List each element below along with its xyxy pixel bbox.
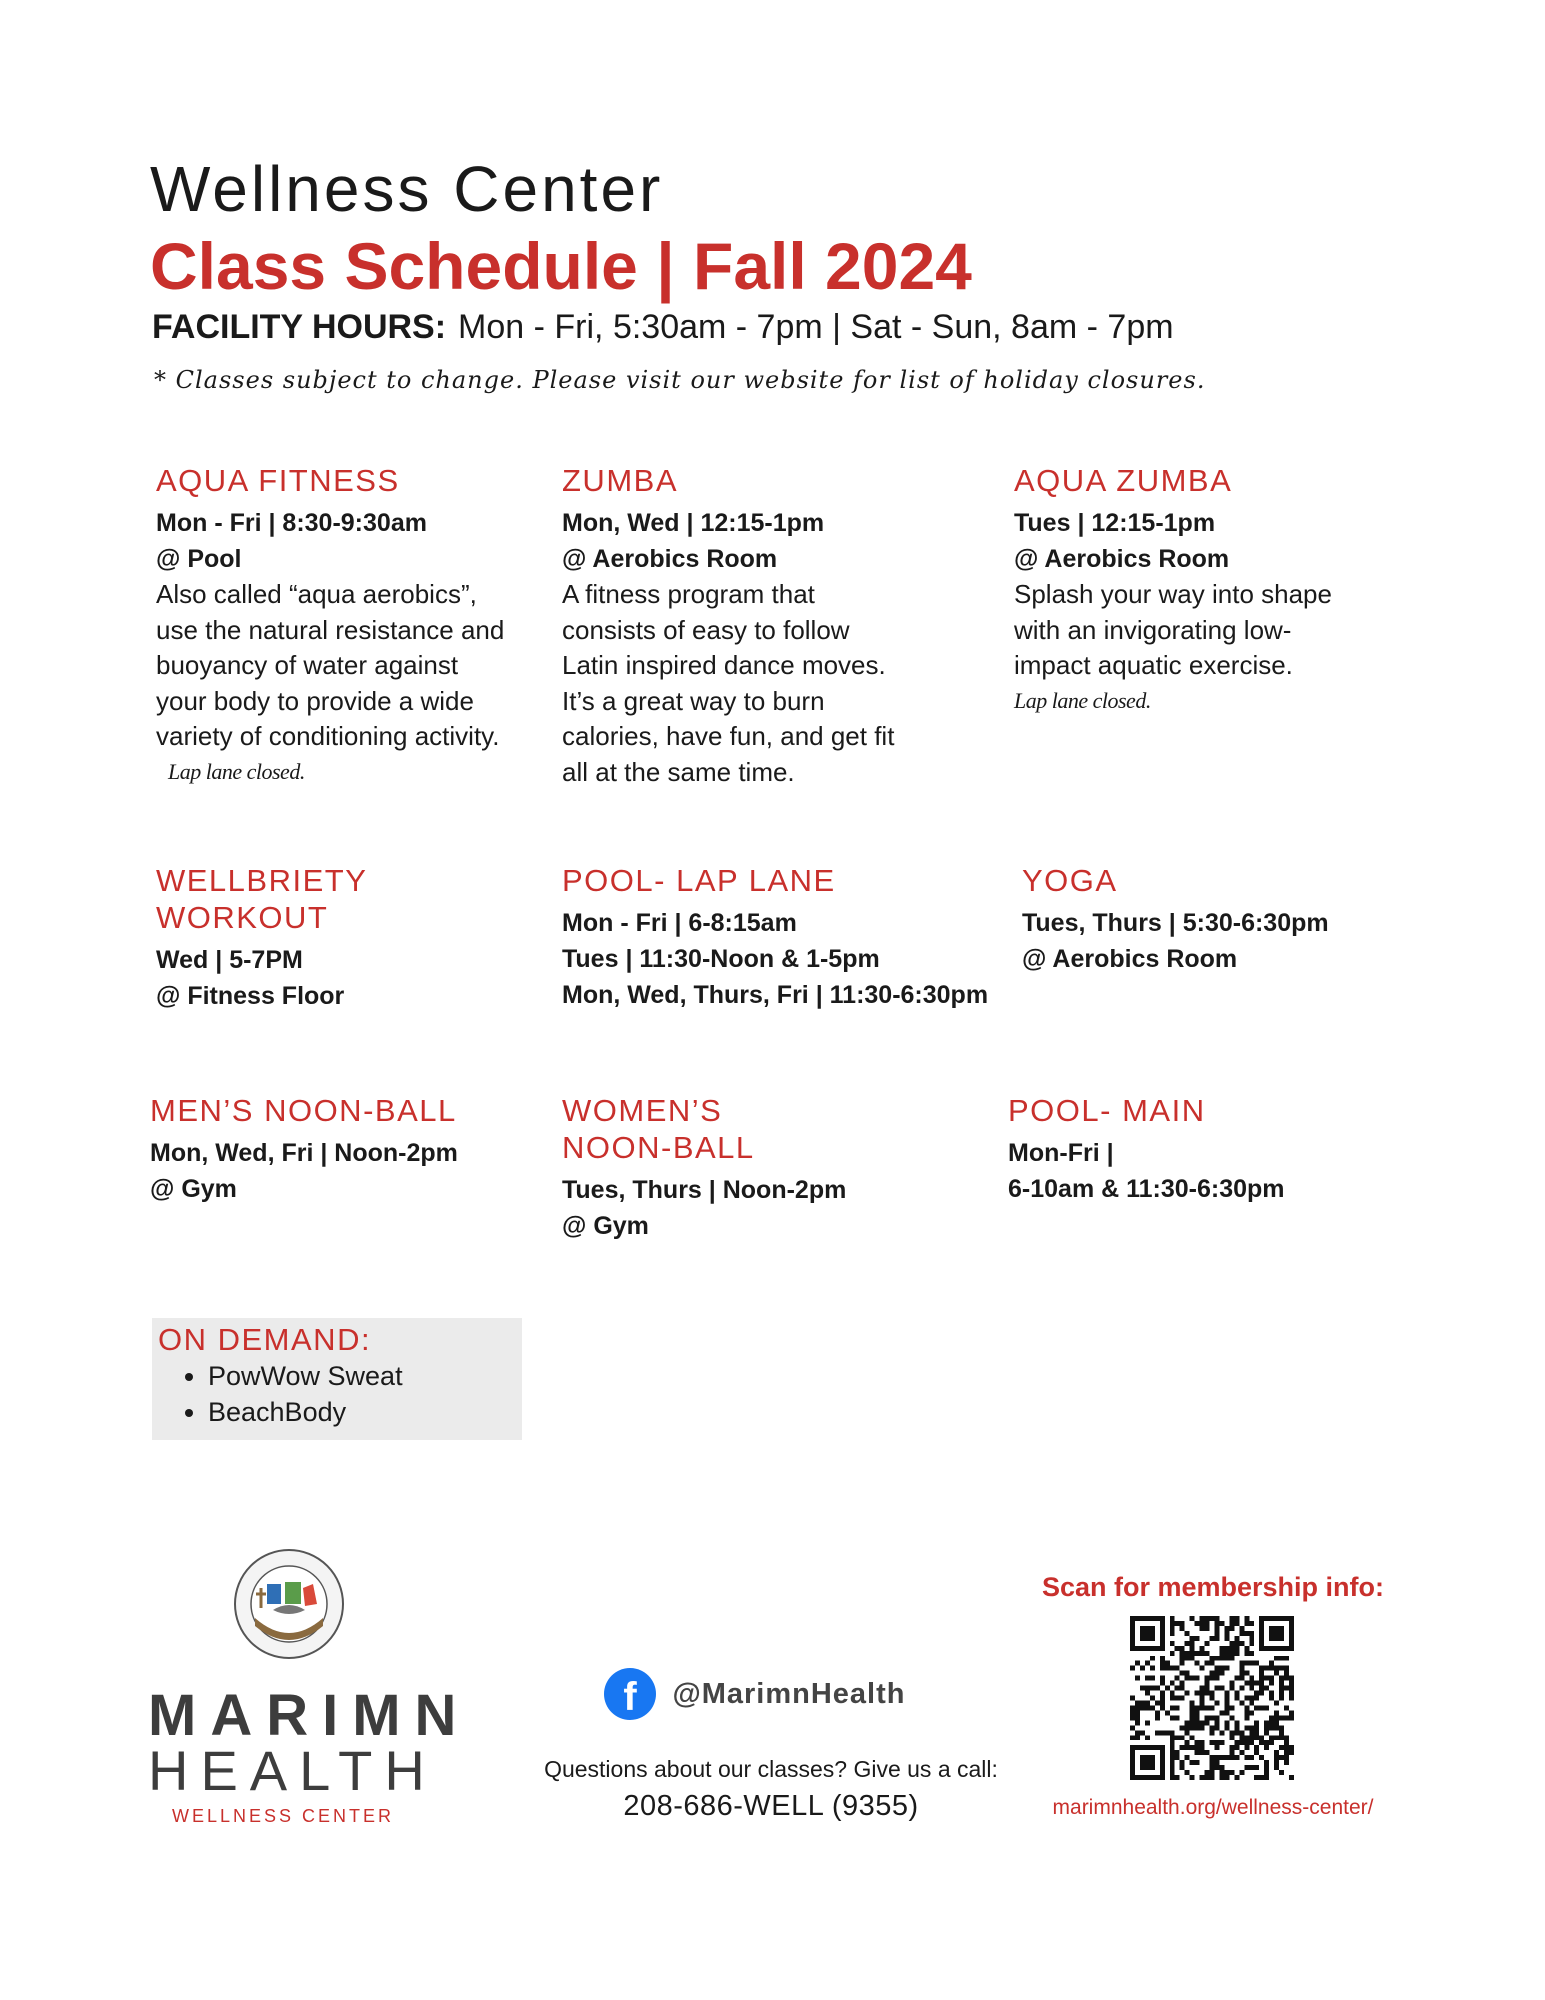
class-name-line: NOON-BALL	[562, 1130, 755, 1165]
social-link[interactable]	[604, 1668, 906, 1724]
tribe-seal-icon	[233, 1548, 345, 1660]
social-handle[interactable]: @MarimnHealth	[672, 1677, 906, 1710]
scan-label: Scan for membership info:	[1041, 1572, 1385, 1602]
class-time: Wed | 5-7PM	[156, 946, 303, 974]
class-time: Mon, Wed, Thurs, Fri | 11:30-6:30pm	[562, 981, 989, 1009]
class-time: Tues, Thurs | Noon-2pm	[562, 1176, 847, 1204]
page-subtitle: Class Schedule | Fall 2024	[150, 229, 972, 303]
class-name-line: WELLBRIETY	[156, 863, 368, 898]
class-schedule	[562, 905, 1002, 1013]
class-schedule	[150, 1135, 530, 1207]
class-note: Lap lane closed.	[1014, 687, 1151, 713]
class-yoga	[1022, 862, 1402, 977]
class-location: @ Gym	[562, 1212, 649, 1240]
class-schedule	[1008, 1135, 1388, 1207]
brand-name-line1: MARIMN	[148, 1683, 471, 1748]
facebook-icon[interactable]: f	[604, 1668, 656, 1720]
class-description	[156, 577, 526, 755]
class-time: Tues, Thurs | 5:30-6:30pm	[1022, 909, 1329, 937]
schedule-note: * Classes subject to change. Please visit our website for list of holiday closures.	[154, 366, 1206, 394]
description-line: Splash your way into shape	[1014, 579, 1332, 609]
brand-tagline: WELLNESS CENTER	[172, 1806, 395, 1826]
class-time: Mon - Fri | 6-8:15am	[562, 909, 797, 937]
class-location: @ Aerobics Room	[1022, 945, 1238, 973]
marimn-health-logo	[148, 1548, 471, 1828]
page-title: Wellness Center	[150, 153, 664, 225]
list-item: • BeachBody	[208, 1394, 522, 1430]
qr-code-icon[interactable]	[1130, 1616, 1294, 1780]
description-line: calories, have fun, and get fit	[562, 721, 895, 751]
facility-hours-label: FACILITY HOURS:	[152, 308, 447, 346]
class-zumba	[562, 462, 942, 790]
description-line: your body to provide a wide	[156, 685, 474, 716]
class-description	[562, 577, 942, 790]
description-line: with an invigorating low-	[1014, 614, 1292, 645]
class-location: @ Aerobics Room	[1014, 545, 1230, 573]
facility-hours-value: Mon - Fri, 5:30am - 7pm | Sat - Sun, 8am - 7pm	[458, 308, 1174, 346]
class-time: Mon-Fri |	[1008, 1139, 1114, 1167]
class-schedule	[562, 1172, 942, 1244]
class-schedule	[156, 942, 526, 1014]
brand-name-line2: HEALTH	[148, 1739, 437, 1802]
class-name: YOGA	[1022, 863, 1118, 898]
class-mens-noon-ball	[150, 1092, 530, 1207]
description-line: Also called “aqua aerobics”,	[156, 579, 477, 609]
class-time: Mon - Fri | 8:30-9:30am	[156, 509, 427, 537]
class-aqua-zumba	[1014, 462, 1394, 714]
membership-url[interactable]: marimnhealth.org/wellness-center/	[1052, 1796, 1374, 1819]
contact-question: Questions about our classes? Give us a call:	[544, 1756, 998, 1782]
class-schedule	[1022, 905, 1402, 977]
class-description	[1014, 577, 1394, 684]
class-name: POOL- MAIN	[1008, 1093, 1206, 1128]
class-name: MEN’S NOON-BALL	[150, 1093, 457, 1128]
class-aqua-fitness	[156, 462, 526, 785]
class-name-line: WORKOUT	[156, 900, 329, 935]
class-schedule	[1014, 505, 1394, 577]
class-location: @ Aerobics Room	[562, 545, 778, 573]
description-line: A fitness program that	[562, 579, 815, 609]
on-demand-title: ON DEMAND:	[158, 1322, 372, 1357]
class-time: Tues | 12:15-1pm	[1014, 509, 1216, 537]
on-demand-box	[152, 1318, 522, 1440]
class-schedule	[562, 505, 942, 577]
description-line: consists of easy to follow	[562, 614, 850, 645]
contact-phone[interactable]: 208-686-WELL (9355)	[623, 1790, 919, 1822]
description-line: It’s a great way to burn	[562, 685, 825, 716]
class-time: Mon, Wed | 12:15-1pm	[562, 509, 825, 537]
class-time: 6-10am & 11:30-6:30pm	[1008, 1175, 1285, 1203]
on-demand-list	[152, 1358, 522, 1430]
class-location: @ Gym	[150, 1175, 237, 1203]
class-time: Tues | 11:30-Noon & 1-5pm	[562, 945, 880, 973]
list-item: • PowWow Sweat	[208, 1358, 522, 1394]
description-line: all at the same time.	[562, 756, 795, 787]
class-name: POOL- LAP LANE	[562, 863, 836, 898]
class-location: @ Pool	[156, 545, 242, 573]
description-line: variety of conditioning activity.	[156, 721, 500, 751]
class-pool-main	[1008, 1092, 1388, 1207]
description-line: Latin inspired dance moves.	[562, 650, 886, 680]
class-womens-noon-ball	[562, 1092, 942, 1244]
class-name-line: WOMEN’S	[562, 1093, 723, 1128]
class-location: @ Fitness Floor	[156, 982, 345, 1010]
class-note: Lap lane closed.	[168, 758, 305, 784]
description-line: buoyancy of water against	[156, 650, 459, 680]
facility-hours	[152, 308, 1174, 347]
class-name	[562, 1092, 942, 1166]
class-time: Mon, Wed, Fri | Noon-2pm	[150, 1139, 458, 1167]
class-name	[156, 862, 526, 936]
description-line: impact aquatic exercise.	[1014, 650, 1293, 680]
description-line: use the natural resistance and	[156, 614, 505, 645]
class-name: ZUMBA	[562, 463, 678, 498]
class-wellbriety-workout	[156, 862, 526, 1014]
class-schedule	[156, 505, 526, 577]
class-name: AQUA FITNESS	[156, 463, 400, 498]
class-pool-lap-lane	[562, 862, 1002, 1013]
class-name: AQUA ZUMBA	[1014, 463, 1233, 498]
